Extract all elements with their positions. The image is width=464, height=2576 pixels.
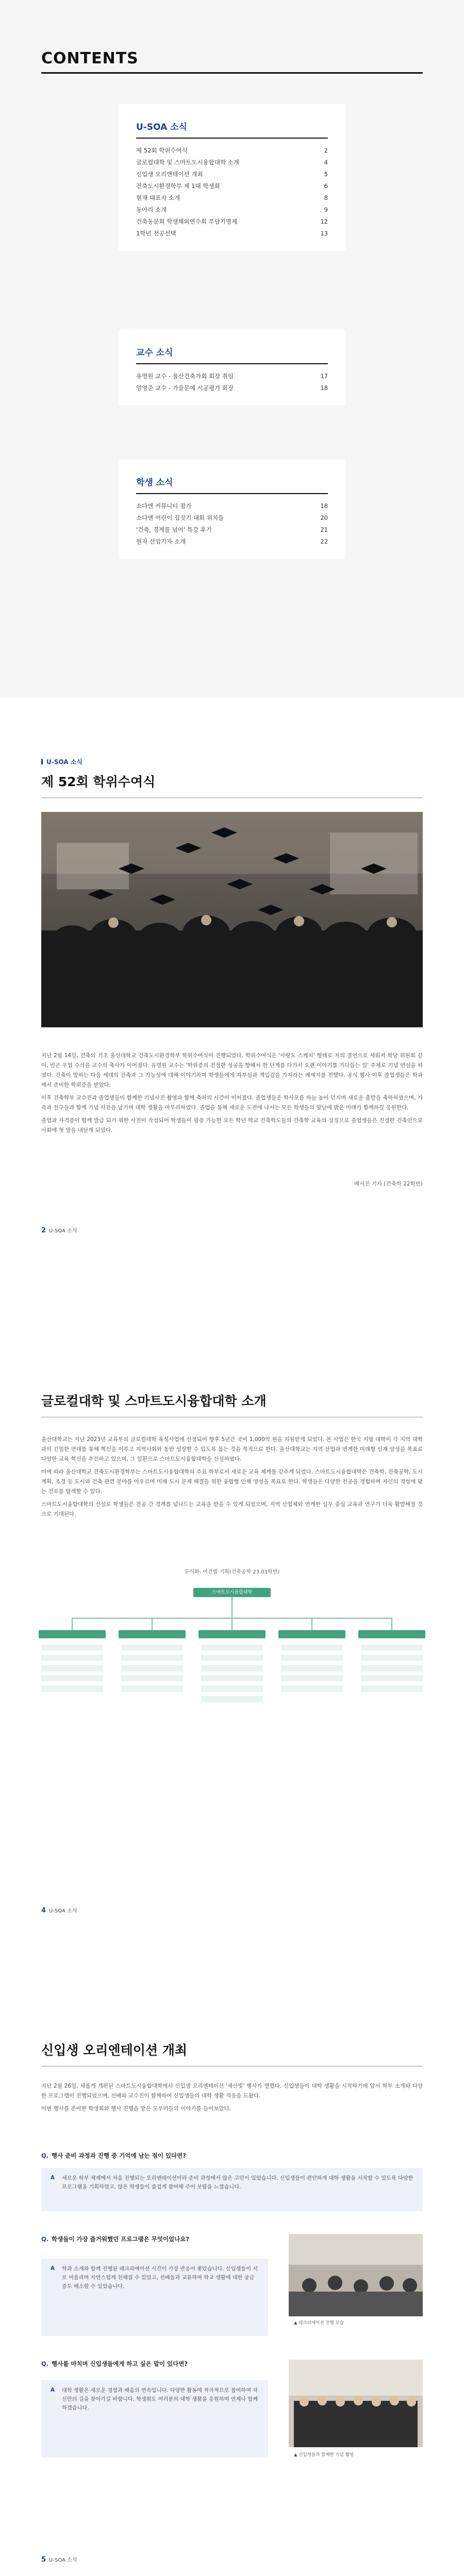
org-chart-caption: 도식화: 여건별 기획(건축공학 23.01학번) bbox=[184, 1569, 280, 1575]
toc-entry-page: 17 bbox=[320, 372, 328, 380]
paragraph: 이번 행사를 준비한 학생회와 행사 진행을 맡은 도우미들의 이야기를 들어보았다. bbox=[41, 2106, 231, 2112]
org-branch-item bbox=[361, 1665, 423, 1671]
toc-entry-label: 원자 선임기자 소개 bbox=[136, 538, 186, 545]
answer-box: A 새로운 학부 체제에서 처음 진행되는 오리엔테이션이라 준비 과정에서 많은 고민이 있었습니다. 신입생들이 편안하게 대학 생활을 시작할 수 있도록 다양한 프로그램을 기획하였고, 많은 학생들이 즐겁게 참여해 주어 보람을 느꼈습니다. bbox=[41, 2168, 423, 2211]
toc-entry-page: 20 bbox=[320, 514, 328, 521]
paragraph: 지난 2월 14일, 건축의 기초 울산대학교 건축도시환경학부 학위수여식이 진행되었다. 학위수여식은 '사랑도 스케치' 형태로 저의 결연으로 세워져 학당 위원회 같이, 빈곤 우업 수석을 교수의 축사가 이어졌다. 유명원 교수는 '학위증의 진정한 성공을 향해서 한 단계를 다가서 오랜 이야기를 가다듬는 일' 주제로 기념 연설을 하였다. 건축이 말하는 다음 세대의 건축과 그 가능성에 대해 이야기하며 학생들에게 자부심과 책임감을 가지라는 메세지를 전했다. 공식 행사 이후 졸업생들은 학과에서 준비한 학위증을 받았다. bbox=[41, 1053, 423, 1088]
org-line bbox=[152, 1618, 153, 1630]
org-branch-node bbox=[358, 1630, 425, 1638]
toc-entry[interactable] bbox=[136, 145, 328, 157]
org-branch-item bbox=[201, 1675, 263, 1682]
toc-entry[interactable] bbox=[136, 168, 328, 180]
org-branch-item bbox=[201, 1686, 263, 1692]
org-branch-node bbox=[198, 1630, 266, 1638]
toc-entry-page: 18 bbox=[320, 502, 328, 510]
contents-divider bbox=[41, 72, 423, 74]
page-footer: 4 U-SOA 소식 bbox=[41, 1907, 77, 1914]
graduation-photo-image bbox=[41, 812, 423, 1027]
graduation-title: 제 52회 학위수여식 bbox=[41, 774, 156, 789]
toc-entry-page: 5 bbox=[324, 171, 328, 178]
answer-text: 학과 소개와 함께 진행된 레크리에이션 시간이 가장 반응이 좋았습니다. 신입생들이 서로 어울리며 자연스럽게 친해질 수 있었고, 선배들과 교류하며 학교 생활에 대한 궁금증도 해소할 수 있었습니다. bbox=[62, 2266, 258, 2290]
org-branch-node bbox=[278, 1630, 345, 1638]
org-branch-item bbox=[41, 1645, 103, 1651]
org-branch-item bbox=[281, 1665, 343, 1671]
question: Q. 행사 준비 과정과 진행 중 기억에 남는 점이 있다면? bbox=[41, 2152, 186, 2159]
photo-caption: ▲ 신입생들과 함께한 기념 촬영 bbox=[294, 2452, 354, 2458]
toc-entry-label: 글로컬대학 및 스마트도시융합대학 소개 bbox=[136, 159, 239, 166]
toc-entry[interactable] bbox=[136, 228, 328, 240]
answer-box: A 대학 생활은 새로운 경험과 배움의 연속입니다. 다양한 활동에 적극적으로 참여하며 자신만의 길을 찾아가길 바랍니다. 학생회도 여러분의 대학 생활을 응원하며 언제나 함께하겠습니다. bbox=[41, 2380, 268, 2458]
org-branch-item bbox=[281, 1645, 343, 1651]
org-line bbox=[231, 1618, 233, 1630]
toc-entry-label: 신입생 오리엔테이션 개최 bbox=[136, 171, 203, 178]
paragraph: 스마트도시융합대학의 신설로 학생들은 전공 간 경계를 넘나드는 교육을 받을 수 있게 되었으며, 지역 산업체와 연계한 실무 중심 교육과 연구가 더욱 활발해질 것으로 기대된다. bbox=[41, 1501, 423, 1517]
paragraph: 울산대학교는 지난 2023년 교육부의 글로컬대학 육성사업에 선정되어 향후 5년간 국비 1,000억 원을 지원받게 되었다. 본 사업은 한국 지방 대학이 각 지역 대학과의 긴밀한 연대를 통해 혁신을 이루고 지역사회와 동반 성장할 수 있도록 돕는 것을 목적으로 한다. 울산대학교는 지역 산업과 연계한 미래형 인재 양성을 목표로 다양한 교육 혁신을 추진하고 있으며, 그 일환으로 스마트도시융합대학을 신설하였다. bbox=[41, 1436, 423, 1462]
glocal-title: 글로컬대학 및 스마트도시융합대학 소개 bbox=[41, 1394, 267, 1409]
toc-entry-page: 9 bbox=[324, 206, 328, 213]
org-branch-item bbox=[201, 1696, 263, 1702]
toc-entry-label: 유명원 교수 - 울산건축가회 회장 취임 bbox=[136, 372, 234, 380]
toc-divider bbox=[136, 493, 328, 494]
toc-entry[interactable] bbox=[136, 180, 328, 192]
answer-text: 새로운 학부 체제에서 처음 진행되는 오리엔테이션이라 준비 과정에서 많은 고민이 있었습니다. 신입생들이 편안하게 대학 생활을 시작할 수 있도록 다양한 프로그램을 기획하였고, 많은 학생들이 즐겁게 참여해 주어 보람을 느꼈습니다. bbox=[62, 2176, 413, 2190]
page-footer: 5 U-SOA 소식 bbox=[41, 2556, 77, 2564]
toc-group-professor bbox=[119, 330, 345, 405]
toc-entry[interactable] bbox=[136, 500, 328, 512]
org-branch-item bbox=[201, 1655, 263, 1661]
toc-heading: 교수 소식 bbox=[136, 348, 173, 358]
toc-group-student bbox=[119, 460, 345, 559]
toc-entry[interactable] bbox=[136, 216, 328, 228]
toc-entry-page: 4 bbox=[324, 159, 328, 166]
toc-entry-label: 건축도시환경학부 제 1대 학생회 bbox=[136, 182, 220, 190]
org-line bbox=[72, 1618, 73, 1630]
paragraph: 지난 2월 26일, 새롭게 개편된 스마트도시융합대학에서 신입생 오리엔테이션 '새산빛' 행사가 열렸다. 신입생들이 대학 생활을 시작하기에 앞서 학부 소개와 다양한 프로그램이 진행되었으며, 선배와 교수진이 함께하여 신입생들의 대학 생활 적응을 도왔다. bbox=[41, 2083, 423, 2099]
org-branch-item bbox=[281, 1675, 343, 1682]
toc-entry-page: 22 bbox=[320, 538, 328, 545]
toc-entry-page: 12 bbox=[320, 218, 328, 225]
paragraph: 이후 건축학부 교수진과 졸업생들이 함께한 기념사진 촬영과 함께 축하의 시간이 이어졌다. 졸업생들은 학사모를 하늘 높이 던지며 새로운 출발을 축하하였으며, 가족과 친구들과 함께 기념 사진을 남기며 대학 생활을 마무리하였다. 졸업을 통해 새로운 도전에 나서는 모든 학생들의 앞날에 밝은 미래가 함께하길 응원한다. bbox=[41, 1095, 423, 1111]
orientation-body bbox=[41, 2081, 423, 2117]
paragraph: 졸업과 자격증이 함께 발급 되기 위한 사전이 작성되어 학생들이 필증 가능한 모든 학년 학교 건축학도들의 건축학 교육의 상징으로 졸업생들은 진정한 건축인으로 사회에 첫 발을 내딛게 되었다. bbox=[41, 1117, 423, 1133]
recreation-photo bbox=[289, 2234, 423, 2316]
toc-entry-label: 엄영준 교수 - 가을문예 시공평가 회장 bbox=[136, 384, 234, 392]
paragraph: 이에 따라 울산대학교 건축도시환경학부는 스마트도시융합대학의 주요 학부로서 새로운 교육 체계를 갖추게 되었다. 스마트도시융합대학은 건축학, 건축공학, 도시계획, 조경 등 도시와 건축 관련 분야를 아우르며 미래 도시 문제 해결을 위한 융합형 인재 양성을 목표로 한다. 학생들은 다양한 전공을 경험하며 자신의 적성에 맞는 진로를 탐색할 수 있다. bbox=[41, 1469, 423, 1495]
toc-entry-page: 21 bbox=[320, 526, 328, 533]
contents-title: CONTENTS bbox=[41, 49, 139, 67]
question: Q. 학생들이 가장 즐거워했던 프로그램은 무엇이었나요? bbox=[41, 2235, 190, 2243]
photo-caption: ▲ 레크리에이션 진행 모습 bbox=[294, 2320, 344, 2326]
toc-entry-page: 18 bbox=[320, 384, 328, 392]
org-branch-item bbox=[41, 1665, 103, 1671]
section-label: U-SOA 소식 bbox=[41, 757, 82, 766]
toc-entry[interactable] bbox=[136, 536, 328, 548]
toc-entry-label: 건축동문회 학생해외연수회 부담기명제 bbox=[136, 218, 238, 225]
org-branch-item bbox=[121, 1686, 183, 1692]
org-branch-item bbox=[121, 1665, 183, 1671]
toc-heading: U-SOA 소식 bbox=[136, 122, 188, 132]
toc-divider bbox=[136, 138, 328, 139]
org-branch-item bbox=[281, 1655, 343, 1661]
org-branch-item bbox=[41, 1655, 103, 1661]
org-branch-item bbox=[121, 1655, 183, 1661]
toc-entry[interactable] bbox=[136, 370, 328, 382]
graduation-photo bbox=[41, 812, 423, 1027]
toc-entry-label: '건축, 경계를 넘어' 특강 후기 bbox=[136, 526, 212, 533]
org-chart bbox=[41, 1567, 423, 1737]
toc-entry[interactable] bbox=[136, 524, 328, 536]
toc-heading: 학생 소식 bbox=[136, 478, 173, 488]
toc-entry-label: 소다엔 커뮤니티 참가 bbox=[136, 502, 192, 510]
org-branch-item bbox=[361, 1655, 423, 1661]
toc-group-usoa bbox=[119, 104, 345, 251]
toc-entry-label: 1학년 전공선택 bbox=[136, 230, 176, 237]
toc-entry-label: 동아리 소개 bbox=[136, 206, 167, 213]
toc-entry[interactable] bbox=[136, 204, 328, 216]
org-branch-item bbox=[201, 1665, 263, 1671]
toc-entry[interactable] bbox=[136, 157, 328, 168]
org-branch-item bbox=[201, 1645, 263, 1651]
toc-divider bbox=[136, 363, 328, 364]
toc-entry-label: 소다엔 어린이 집짓기 대회 위치들 bbox=[136, 514, 224, 521]
toc-entry-page: 2 bbox=[324, 147, 328, 154]
toc-entry[interactable] bbox=[136, 382, 328, 394]
graduation-body bbox=[41, 1051, 423, 1139]
org-branch-item bbox=[121, 1645, 183, 1651]
toc-entry[interactable] bbox=[136, 512, 328, 524]
recreation-photo-image bbox=[289, 2234, 423, 2316]
group-photo-image bbox=[289, 2360, 423, 2447]
org-root: 스마트도시융합대학 bbox=[193, 1588, 271, 1597]
answer-text: 대학 생활은 새로운 경험과 배움의 연속입니다. 다양한 활동에 적극적으로 참여하며 자신만의 길을 찾아가길 바랍니다. 학생회도 여러분의 대학 생활을 응원하며 언제나 함께하겠습니다. bbox=[62, 2388, 258, 2411]
group-photo bbox=[289, 2360, 423, 2447]
org-branch-item bbox=[281, 1686, 343, 1692]
org-branch-node bbox=[119, 1630, 186, 1638]
org-line bbox=[311, 1618, 312, 1630]
toc-entry-label: 현재 대표자 소개 bbox=[136, 194, 180, 201]
answer-box: A 학과 소개와 함께 진행된 레크리에이션 시간이 가장 반응이 좋았습니다. 신입생들이 서로 어울리며 자연스럽게 친해질 수 있었고, 선배들과 교류하며 학교 생활에 대한 궁금증도 해소할 수 있었습니다. bbox=[41, 2259, 268, 2336]
toc-entry-page: 13 bbox=[320, 230, 328, 237]
org-line bbox=[231, 1597, 233, 1618]
org-branch-item bbox=[361, 1675, 423, 1682]
page-footer: 2 U-SOA 소식 bbox=[41, 1227, 77, 1234]
toc-entry-label: 제 52회 학위수여식 bbox=[136, 147, 188, 154]
org-branch-item bbox=[121, 1675, 183, 1682]
org-branch-item bbox=[41, 1686, 103, 1692]
orientation-title: 신입생 오리엔테이션 개최 bbox=[41, 2043, 188, 2058]
byline: 배서진 기자 (건축학 22학번) bbox=[354, 1181, 423, 1187]
toc-entry-page: 6 bbox=[324, 182, 328, 190]
toc-entry-page: 8 bbox=[324, 194, 328, 201]
contents-section bbox=[0, 0, 464, 698]
org-branch-item bbox=[41, 1675, 103, 1682]
glocal-body bbox=[41, 1435, 423, 1522]
org-branch-item bbox=[361, 1686, 423, 1692]
question: Q. 행사를 마치며 신입생들에게 하고 싶은 말이 있다면? bbox=[41, 2360, 188, 2367]
org-branch-node bbox=[39, 1630, 106, 1638]
org-line bbox=[391, 1618, 392, 1630]
toc-entry[interactable] bbox=[136, 192, 328, 204]
org-branch-item bbox=[361, 1645, 423, 1651]
